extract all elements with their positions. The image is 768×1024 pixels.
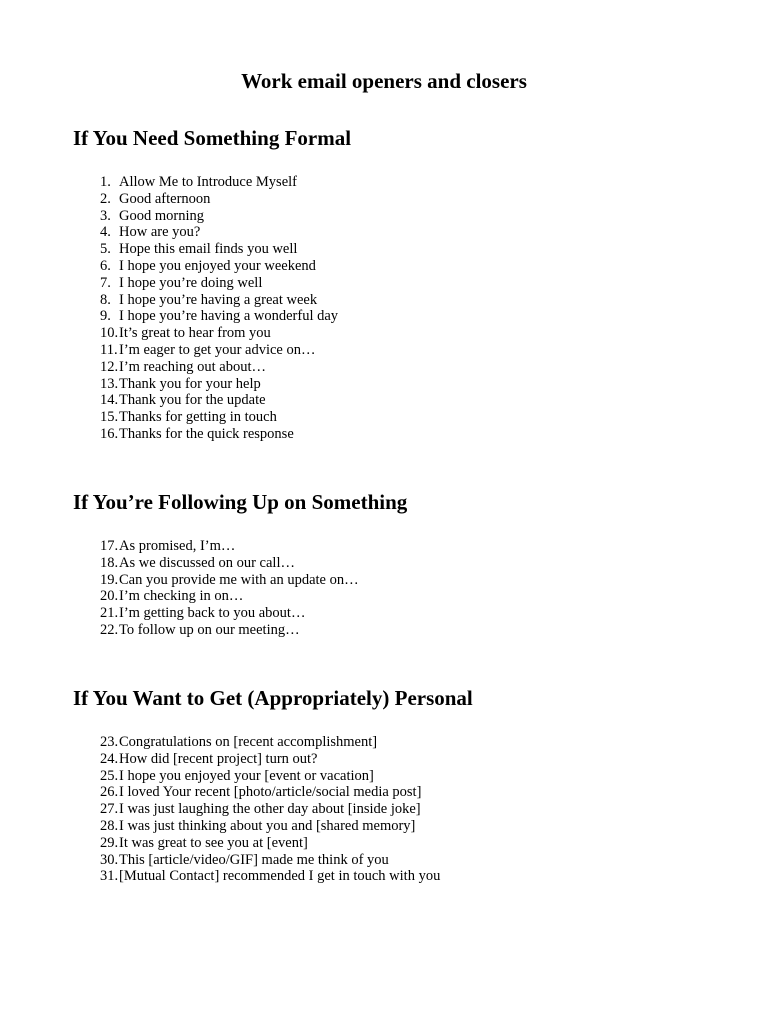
list-item (100, 308, 338, 325)
list-item-number: 1. (100, 174, 111, 190)
list-item (100, 818, 440, 835)
list-item-number: 5. (100, 241, 111, 258)
list-item-text: As promised, I’m… (119, 538, 236, 554)
list-item-number: 10. (100, 325, 119, 342)
list-item (100, 258, 338, 275)
list-item-number: 6. (100, 257, 111, 274)
list-item-text: I hope you’re having a wonderful day (119, 308, 339, 325)
list-item (100, 224, 338, 241)
list-item-number: 9. (100, 308, 111, 325)
list-item-number: 7. (100, 274, 111, 291)
list-item-number: 11. (100, 341, 118, 358)
list-item-number: 15. (100, 409, 119, 426)
list-item (100, 801, 440, 818)
list-item (100, 325, 338, 342)
list-item-text: It was great to see you at [event] (119, 834, 308, 851)
list-item (100, 275, 338, 292)
document-title: Work email openers and closers (241, 69, 527, 93)
list-item-number: 25. (100, 767, 119, 784)
list-item-number: 24. (100, 750, 119, 767)
list-item (100, 784, 440, 801)
list-item (100, 376, 338, 393)
list-item-text: To follow up on our meeting… (119, 621, 300, 638)
list-item (100, 538, 359, 555)
list-item-text: How did [recent project] turn out? (119, 750, 318, 767)
list-item-text: Congratulations on [recent accomplishment] (119, 734, 378, 750)
list-item-text: Thank you for the update (119, 392, 266, 409)
list-item-number: 27. (100, 801, 119, 818)
list-item (100, 835, 440, 852)
section-heading-formal: If You Need Something Formal (73, 126, 352, 150)
list-item-number: 12. (100, 358, 119, 375)
list-item (100, 292, 338, 309)
list-item-text: This [article/video/GIF] made me think of you (119, 851, 389, 868)
list-item-number: 22. (100, 621, 119, 638)
list-personal (100, 734, 440, 885)
list-item (100, 208, 338, 225)
list-item-number: 20. (100, 588, 119, 605)
list-item (100, 174, 338, 191)
list-item-number: 23. (100, 734, 119, 750)
list-item-text: Allow Me to Introduce Myself (119, 174, 297, 190)
list-item (100, 409, 338, 426)
list-item-text: I hope you’re doing well (119, 274, 263, 291)
list-item (100, 751, 440, 768)
section-heading-following-up: If You’re Following Up on Something (73, 490, 408, 514)
list-item-text: How are you? (119, 224, 201, 241)
list-item-text: Thanks for getting in touch (119, 409, 277, 426)
list-item-text: I’m getting back to you about… (119, 605, 306, 622)
list-item (100, 392, 338, 409)
list-item-text: I’m checking in on… (119, 588, 244, 605)
list-item (100, 426, 338, 443)
list-item-text: Hope this email finds you well (119, 241, 298, 258)
list-item-number: 28. (100, 817, 119, 834)
list-item-number: 21. (100, 605, 119, 622)
list-item-text: I’m reaching out about… (119, 358, 266, 375)
section-heading-personal: If You Want to Get (Appropriately) Personal (73, 686, 473, 710)
list-item-text: [Mutual Contact] recommended I get in touch with you (119, 868, 441, 885)
list-item-text: Thank you for your help (119, 375, 261, 392)
list-item (100, 734, 440, 751)
list-item-text: I hope you enjoyed your [event or vacation] (119, 767, 374, 784)
list-item (100, 572, 359, 589)
list-item-text: Can you provide me with an update on… (119, 571, 359, 588)
list-item (100, 588, 359, 605)
list-item (100, 622, 359, 639)
list-item-text: As we discussed on our call… (119, 554, 295, 571)
list-item-text: I was just thinking about you and [shared memory] (119, 817, 416, 834)
list-item-text: I loved Your recent [photo/article/social media post] (119, 784, 422, 801)
list-item-number: 4. (100, 224, 111, 241)
list-item-number: 16. (100, 425, 119, 442)
list-item-text: Thanks for the quick response (119, 425, 294, 442)
list-item-number: 29. (100, 834, 119, 851)
list-following-up (100, 538, 359, 639)
list-item-number: 26. (100, 784, 119, 801)
list-item-number: 19. (100, 571, 119, 588)
list-item-number: 31. (100, 868, 119, 885)
list-item-text: I’m eager to get your advice on… (119, 341, 316, 358)
list-item-number: 14. (100, 392, 119, 409)
list-item (100, 241, 338, 258)
list-item-number: 2. (100, 190, 111, 207)
list-item (100, 605, 359, 622)
list-item-text: It’s great to hear from you (119, 325, 271, 342)
list-item (100, 342, 338, 359)
list-item (100, 868, 440, 885)
list-item-number: 3. (100, 207, 111, 224)
list-item (100, 555, 359, 572)
list-item (100, 359, 338, 376)
list-item-text: Good afternoon (119, 190, 211, 207)
list-formal (100, 174, 338, 443)
list-item (100, 768, 440, 785)
list-item-number: 8. (100, 291, 111, 308)
list-item-text: Good morning (119, 207, 204, 224)
list-item-number: 30. (100, 851, 119, 868)
list-item (100, 852, 440, 869)
list-item-text: I hope you enjoyed your weekend (119, 257, 316, 274)
list-item-number: 18. (100, 554, 119, 571)
list-item-number: 13. (100, 375, 119, 392)
list-item-number: 17. (100, 538, 119, 554)
list-item-text: I was just laughing the other day about [inside joke] (119, 801, 421, 818)
list-item (100, 191, 338, 208)
list-item-text: I hope you’re having a great week (119, 291, 318, 308)
